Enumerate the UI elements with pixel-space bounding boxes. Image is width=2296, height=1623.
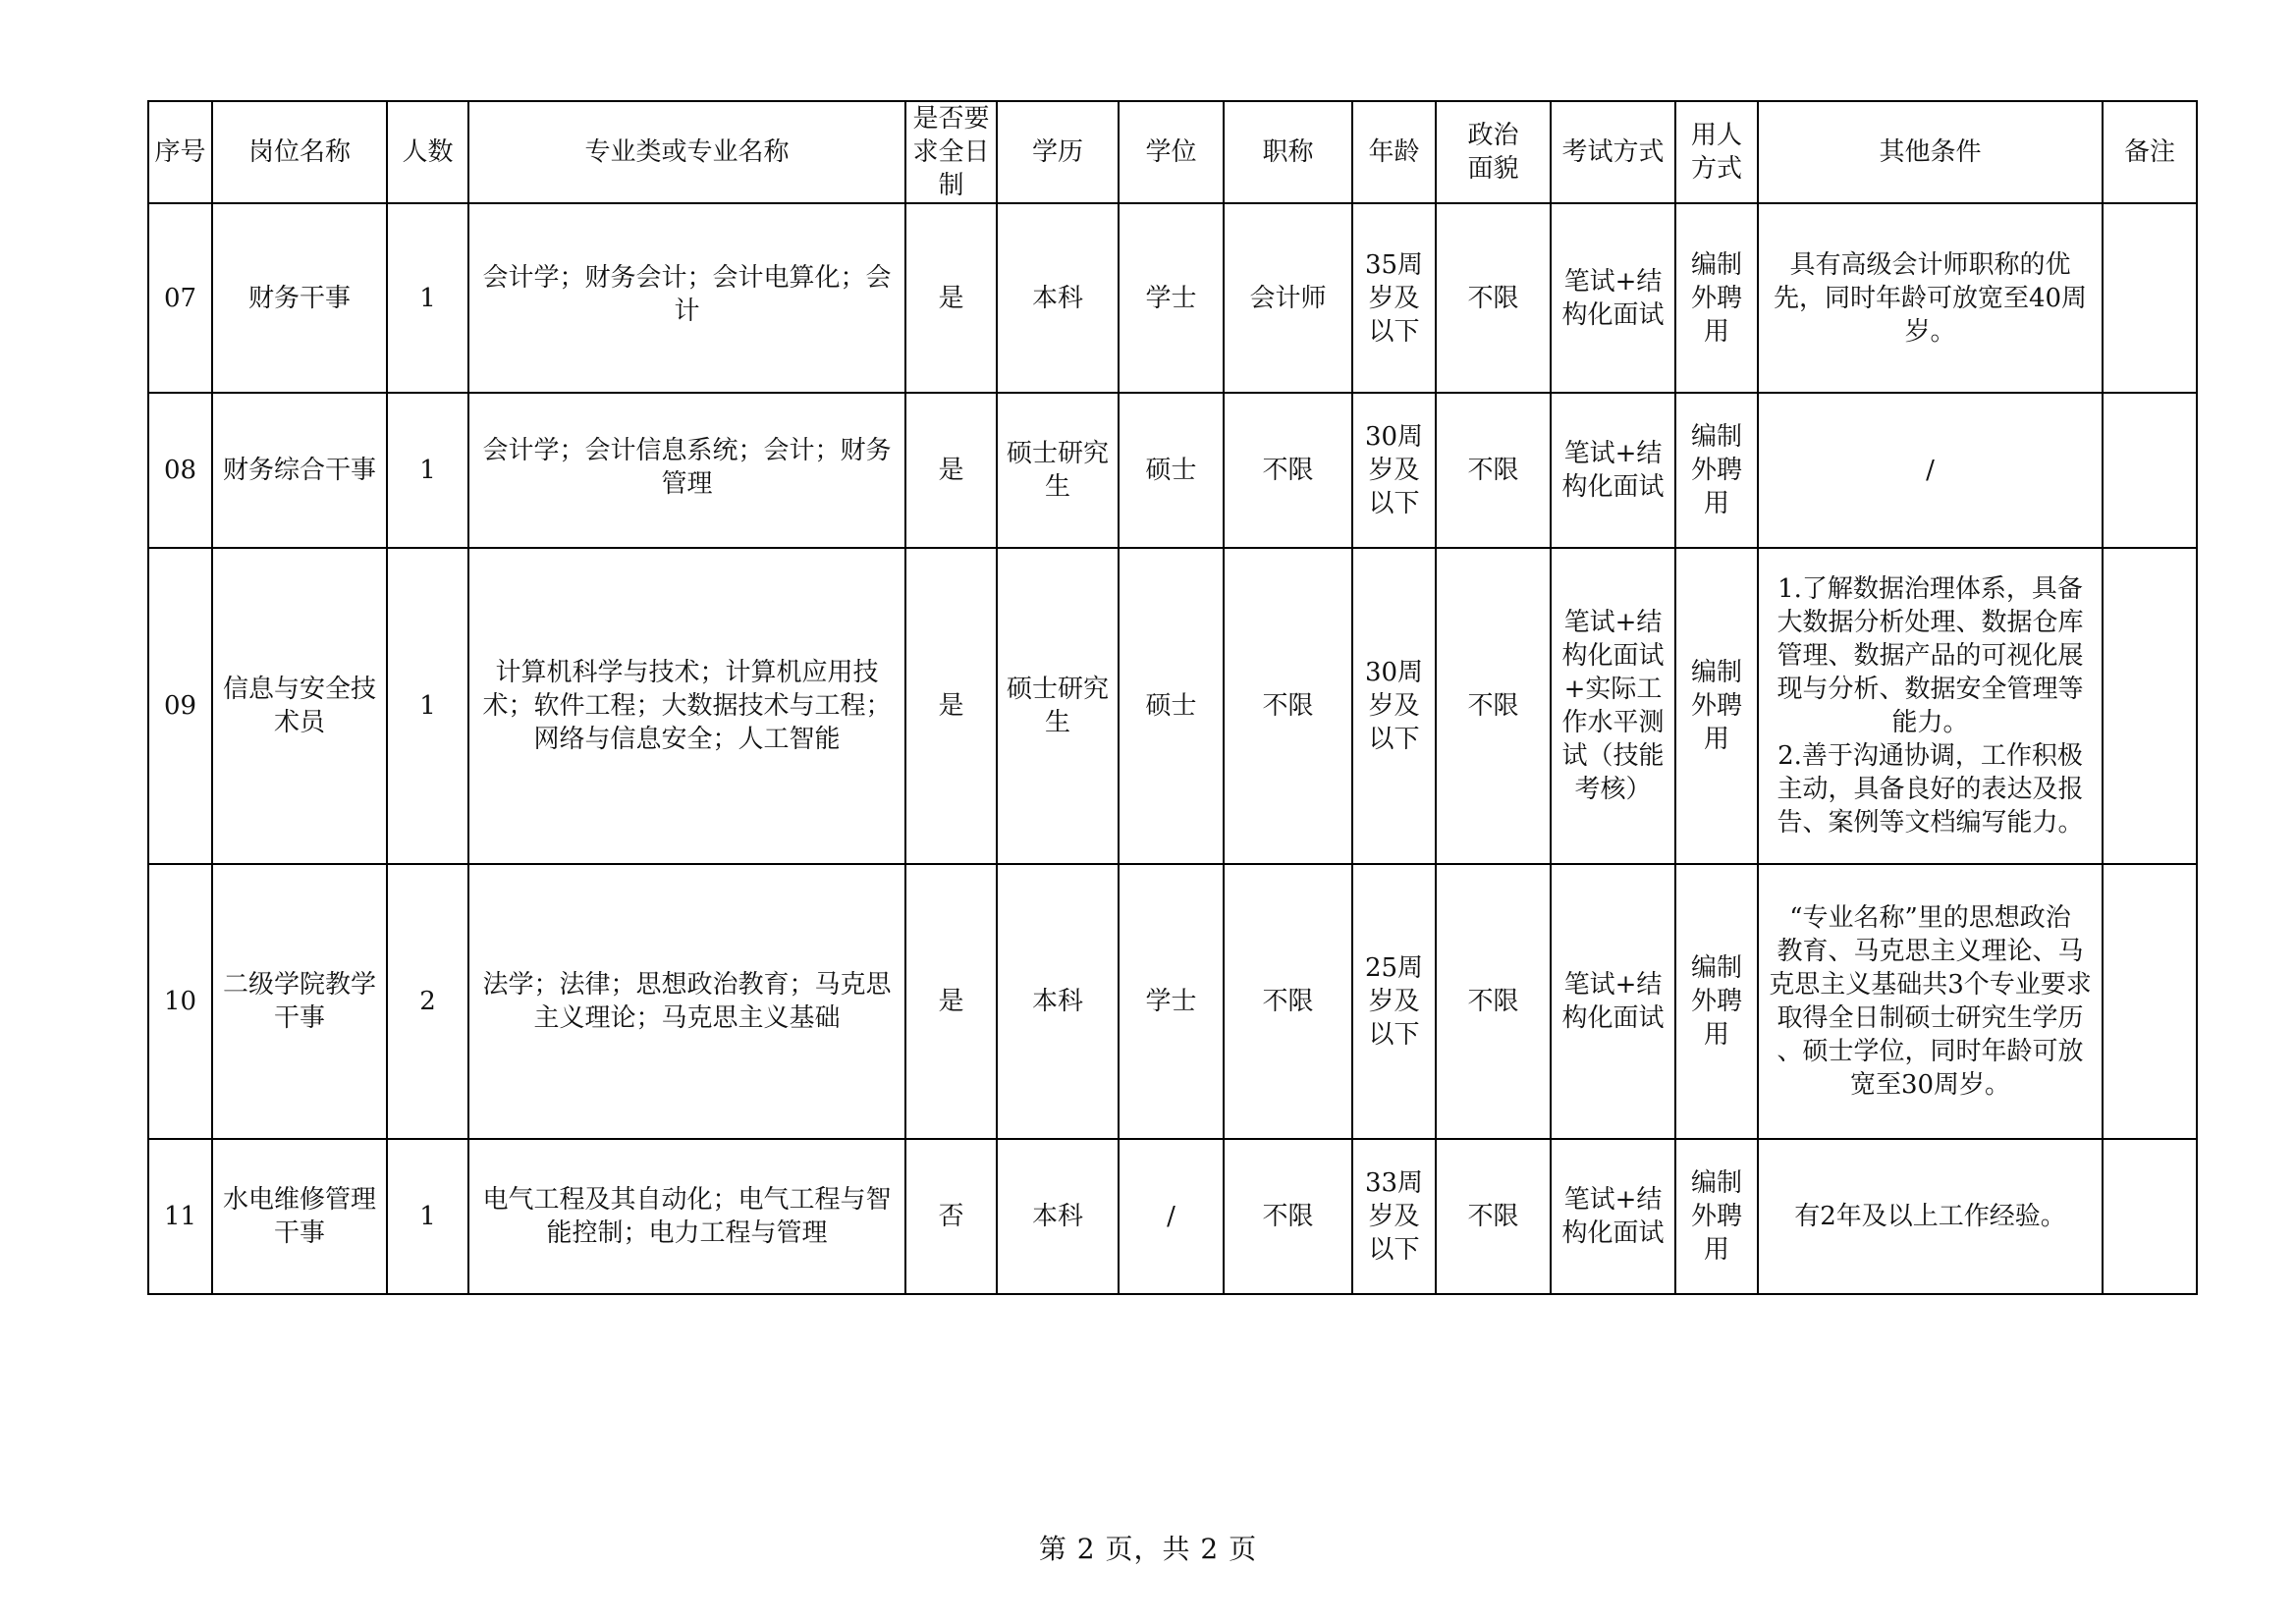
cell-position: 水电维修管理 干事 [212,1139,387,1294]
cell-title: 不限 [1224,864,1352,1139]
cell-remark [2103,393,2197,548]
table-row [148,548,2197,864]
header-political: 政治 面貌 [1436,101,1551,203]
header-degree: 学位 [1119,101,1224,203]
cell-other: “专业名称”里的思想政治 教育、马克思主义理论、马 克思主义基础共3个专业要求 取得全日制硕士研究生学历 、硕士学位，同时年龄可放 宽至30周岁。 [1758,864,2103,1139]
cell-age: 33周 岁及 以下 [1352,1139,1436,1294]
cell-education: 硕士研究 生 [997,393,1119,548]
cell-other: / [1758,393,2103,548]
cell-seq: 10 [148,864,212,1139]
cell-fulltime: 否 [905,1139,997,1294]
cell-fulltime: 是 [905,203,997,393]
cell-employment: 编制 外聘 用 [1675,548,1758,864]
cell-education: 本科 [997,1139,1119,1294]
cell-political: 不限 [1436,393,1551,548]
header-education: 学历 [997,101,1119,203]
cell-fulltime: 是 [905,864,997,1139]
cell-remark [2103,864,2197,1139]
cell-age: 30周 岁及 以下 [1352,548,1436,864]
cell-exam: 笔试+结 构化面试 +实际工 作水平测 试（技能 考核） [1551,548,1675,864]
cell-education: 本科 [997,203,1119,393]
header-major: 专业类或专业名称 [468,101,905,203]
cell-position: 二级学院教学 干事 [212,864,387,1139]
cell-degree: 硕士 [1119,548,1224,864]
cell-employment: 编制 外聘 用 [1675,1139,1758,1294]
cell-political: 不限 [1436,1139,1551,1294]
table-row [148,864,2197,1139]
page-footer: 第 2 页，共 2 页 [1038,1533,1258,1565]
cell-employment: 编制 外聘 用 [1675,203,1758,393]
cell-count: 2 [387,864,468,1139]
cell-exam: 笔试+结 构化面试 [1551,864,1675,1139]
cell-other: 1.了解数据治理体系，具备 大数据分析处理、数据仓库 管理、数据产品的可视化展 现与分析、数据安全管理等 能力。 2.善于沟通协调，工作积极 主动，具备良好的表达及报 告、案例等文档编写能力。 [1758,548,2103,864]
cell-major: 计算机科学与技术；计算机应用技 术；软件工程；大数据技术与工程； 网络与信息安全；人工智能 [468,548,905,864]
cell-political: 不限 [1436,203,1551,393]
cell-education: 硕士研究 生 [997,548,1119,864]
cell-age: 30周 岁及 以下 [1352,393,1436,548]
cell-count: 1 [387,1139,468,1294]
cell-degree: / [1119,1139,1224,1294]
cell-count: 1 [387,203,468,393]
header-position: 岗位名称 [212,101,387,203]
cell-remark [2103,203,2197,393]
header-count: 人数 [387,101,468,203]
cell-degree: 硕士 [1119,393,1224,548]
cell-title: 不限 [1224,548,1352,864]
cell-title: 不限 [1224,393,1352,548]
cell-degree: 学士 [1119,864,1224,1139]
cell-employment: 编制 外聘 用 [1675,864,1758,1139]
cell-count: 1 [387,393,468,548]
header-seq: 序号 [148,101,212,203]
cell-employment: 编制 外聘 用 [1675,393,1758,548]
cell-education: 本科 [997,864,1119,1139]
header-age: 年龄 [1352,101,1436,203]
cell-degree: 学士 [1119,203,1224,393]
cell-title: 会计师 [1224,203,1352,393]
cell-major: 会计学；会计信息系统；会计；财务 管理 [468,393,905,548]
cell-seq: 08 [148,393,212,548]
cell-major: 法学；法律；思想政治教育；马克思 主义理论；马克思主义基础 [468,864,905,1139]
cell-major: 电气工程及其自动化；电气工程与智 能控制；电力工程与管理 [468,1139,905,1294]
cell-exam: 笔试+结 构化面试 [1551,203,1675,393]
cell-remark [2103,1139,2197,1294]
cell-major: 会计学；财务会计；会计电算化；会 计 [468,203,905,393]
cell-fulltime: 是 [905,393,997,548]
table-row [148,1139,2197,1294]
cell-political: 不限 [1436,548,1551,864]
cell-other: 具有高级会计师职称的优 先，同时年龄可放宽至40周 岁。 [1758,203,2103,393]
header-other: 其他条件 [1758,101,2103,203]
cell-title: 不限 [1224,1139,1352,1294]
cell-remark [2103,548,2197,864]
cell-position: 信息与安全技 术员 [212,548,387,864]
cell-exam: 笔试+结 构化面试 [1551,1139,1675,1294]
cell-political: 不限 [1436,864,1551,1139]
cell-count: 1 [387,548,468,864]
header-fulltime: 是否要 求全日 制 [905,101,997,203]
header-exam: 考试方式 [1551,101,1675,203]
table-header-row [148,101,2197,203]
table-row [148,393,2197,548]
cell-age: 25周 岁及 以下 [1352,864,1436,1139]
cell-position: 财务综合干事 [212,393,387,548]
cell-seq: 09 [148,548,212,864]
header-employment: 用人 方式 [1675,101,1758,203]
recruitment-table [147,100,2198,1295]
cell-seq: 11 [148,1139,212,1294]
cell-exam: 笔试+结 构化面试 [1551,393,1675,548]
cell-fulltime: 是 [905,548,997,864]
cell-seq: 07 [148,203,212,393]
header-title: 职称 [1224,101,1352,203]
cell-other: 有2年及以上工作经验。 [1758,1139,2103,1294]
table-row [148,203,2197,393]
cell-position: 财务干事 [212,203,387,393]
header-remark: 备注 [2103,101,2197,203]
cell-age: 35周 岁及 以下 [1352,203,1436,393]
